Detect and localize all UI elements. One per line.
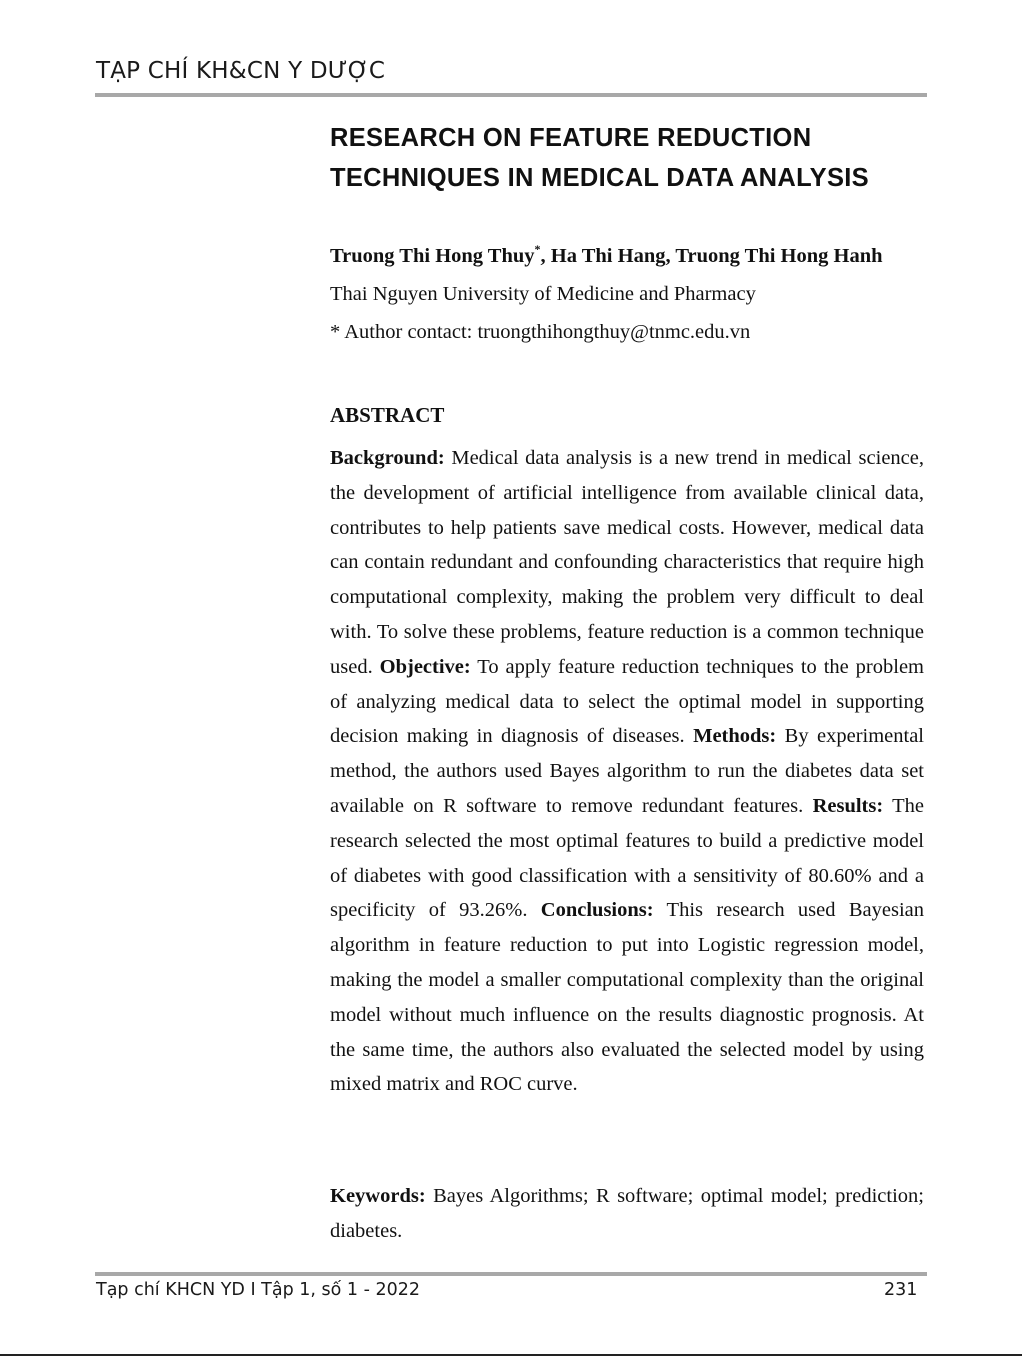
author-others: , Ha Thi Hang, Truong Thi Hong Hanh bbox=[540, 245, 883, 267]
affiliation: Thai Nguyen University of Medicine and Pharmacy bbox=[330, 283, 756, 305]
keywords-text: Bayes Algorithms; R software; optimal model; prediction; diabetes. bbox=[330, 1185, 924, 1242]
methods-label: Methods: bbox=[693, 725, 777, 748]
abstract-heading: ABSTRACT bbox=[330, 403, 445, 427]
conclusions-label: Conclusions: bbox=[540, 899, 654, 922]
article-title-line-2: TECHNIQUES IN MEDICAL DATA ANALYSIS bbox=[330, 164, 869, 192]
journal-header: TẠP CHÍ KH&CN Y DƯỢC bbox=[96, 58, 386, 84]
conclusions-text: This research used Bayesian algorithm in feature reduction to put into Logistic regression model, making the model a smaller computational complexity than the original model without much influence on the results diagnostic prognosis. At the same time, the authors also evaluated the selected model by using mixed matrix and ROC curve. bbox=[330, 899, 924, 1096]
objective-text: To apply feature reduction techniques to the problem of analyzing medical data to select the optimal model in supporting decision making in diagnosis of diseases. bbox=[330, 655, 924, 748]
results-label: Results: bbox=[812, 794, 884, 817]
article-title-line-1: RESEARCH ON FEATURE REDUCTION bbox=[330, 124, 812, 152]
abstract-body bbox=[330, 441, 924, 1102]
keywords bbox=[330, 1179, 924, 1249]
methods-text: By experimental method, the authors used Bayes algorithm to run the diabetes data set available on R software to remove redundant features. bbox=[330, 725, 924, 817]
corresponding-mark: * bbox=[534, 242, 541, 256]
author-list bbox=[330, 242, 883, 268]
results-text: The research selected the most optimal features to build a predictive model of diabetes with good classification with a sensitivity of 80.60% and a specificity of 93.26%. bbox=[330, 794, 924, 922]
footer-rule bbox=[95, 1272, 927, 1276]
author-contact: * Author contact: truongthihongthuy@tnmc.edu.vn bbox=[330, 321, 751, 343]
keywords-label: Keywords: bbox=[330, 1185, 426, 1207]
objective-label: Objective: bbox=[379, 655, 471, 678]
page-bottom-border bbox=[0, 1354, 1022, 1356]
author-corresponding: Truong Thi Hong Thuy bbox=[330, 245, 535, 267]
header-rule bbox=[95, 93, 927, 97]
background-label: Background: bbox=[330, 447, 445, 469]
footer-citation: Tạp chí KHCN YD I Tập 1, số 1 - 2022 bbox=[96, 1280, 421, 1300]
article-title bbox=[330, 118, 930, 198]
background-text: Medical data analysis is a new trend in medical science, the development of artificial intelligence from available clinical data, contributes to help patients save medical costs. However, medical data can contain redundant and confounding characteristics that require high computational complexity, making the problem very difficult to deal with. To solve these problems, feature reduction is a common technique used. bbox=[330, 447, 924, 678]
page-number: 231 bbox=[884, 1280, 918, 1300]
